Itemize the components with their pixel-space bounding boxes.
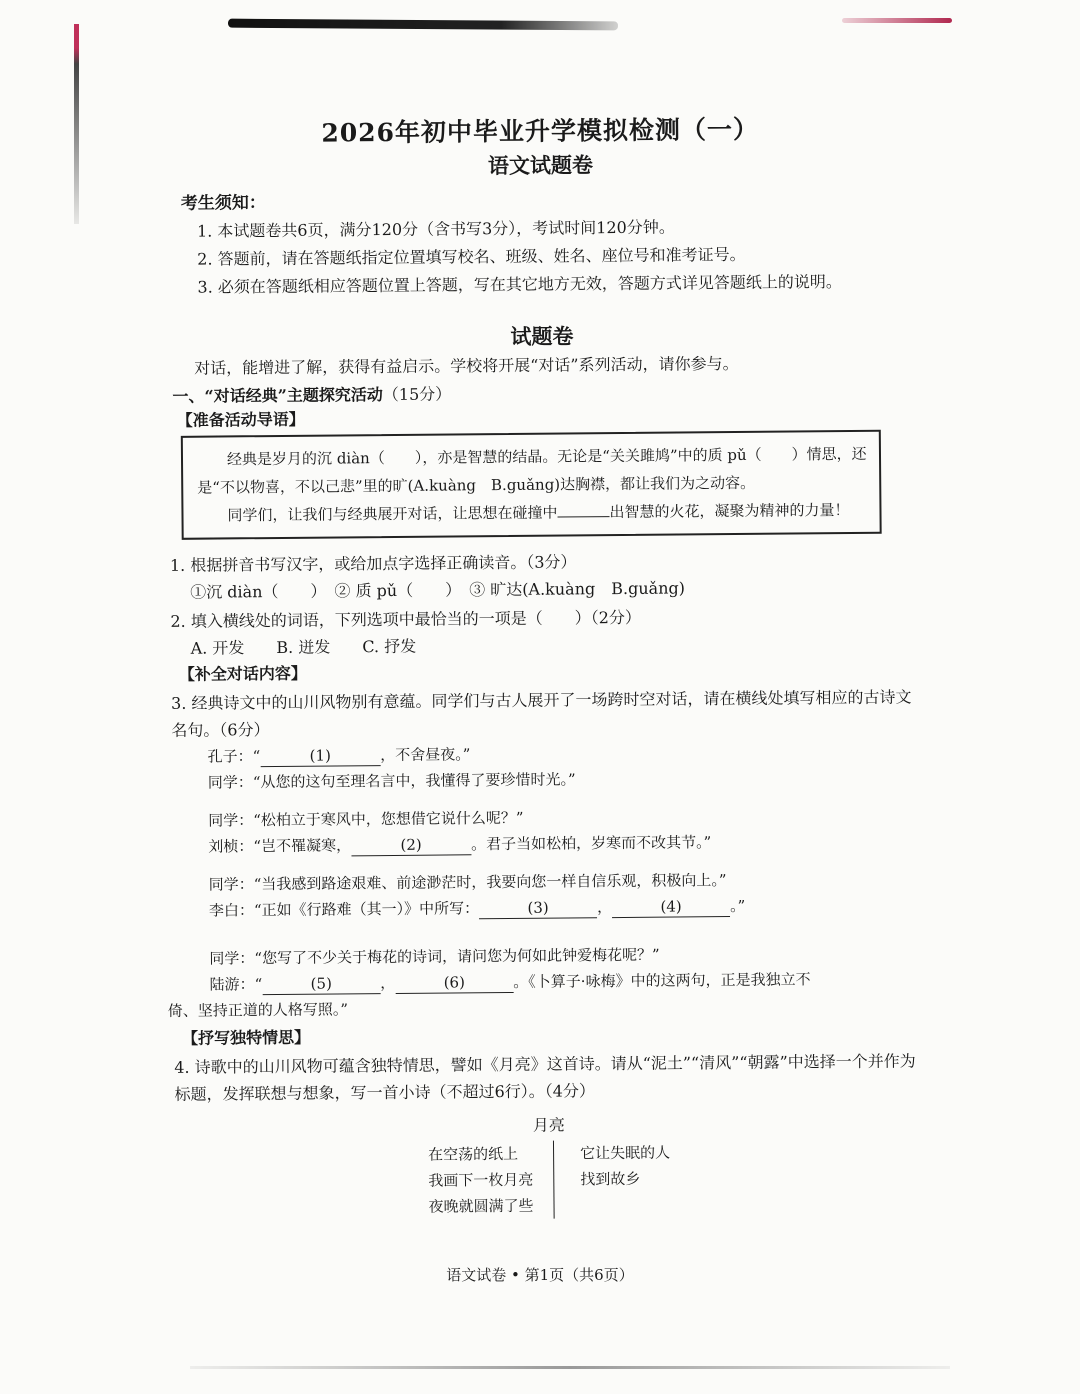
scan-artifact-right bbox=[842, 18, 952, 23]
question-3: 3. 经典诗文中的山川风物别有意蕴。同学们与古人展开了一场跨时空对话，请在横线处填写相应的古诗文名句。（6分） bbox=[171, 687, 912, 740]
section-intro: 对话，能增进了解，获得有益启示。学校将开展“对话”系列活动，请你参与。 bbox=[194, 353, 739, 378]
part1-title: 一、“对话经典”主题探究活动 bbox=[172, 385, 383, 406]
poem-line: 在空荡的纸上 bbox=[427, 1144, 519, 1164]
dialog-text: 孔子：“ bbox=[207, 747, 261, 766]
dialog-text: 。《卜算子·咏梅》中的这两句，正是我独立不 bbox=[513, 970, 811, 991]
fill-blank[interactable] bbox=[557, 498, 609, 517]
answer-blank-5[interactable]: (5) bbox=[262, 973, 380, 995]
question-1-options: ①沉 diàn（ ） ② 质 pǔ（ ） ③ 旷达(A.kuàng B.guǎng) bbox=[190, 578, 686, 602]
dialog-line: 同学：“从您的这句至理名言中，我懂得了要珍惜时光。” bbox=[207, 770, 576, 792]
exam-page bbox=[160, 108, 930, 1222]
dialog-line: 倚、坚持正道的人格写照。” bbox=[167, 1000, 349, 1020]
answer-blank-3[interactable]: (3) bbox=[479, 897, 597, 919]
poem-line: 它让失眠的人 bbox=[579, 1143, 671, 1163]
dialog-line: 同学：“松柏立于寒风中，您想借它说什么呢？” bbox=[208, 808, 524, 830]
poem-column-left bbox=[402, 1141, 555, 1220]
scan-artifact-bottom bbox=[190, 1366, 950, 1369]
notice-item: 3. 必须在答题纸相应答题位置上答题，写在其它地方无效，答题方式详见答题纸上的说明。 bbox=[197, 272, 842, 297]
answer-blank-1[interactable]: (1) bbox=[260, 745, 380, 767]
answer-blank-6[interactable]: (6) bbox=[395, 972, 513, 994]
dialog-text: ，不舍昼夜。” bbox=[380, 745, 471, 765]
dialog-text: 。” bbox=[730, 896, 746, 916]
guide-text: 同学们，让我们与经典展开对话，让思想在碰撞中 bbox=[227, 503, 558, 525]
poem-body bbox=[169, 1137, 930, 1222]
scan-artifact-top bbox=[228, 19, 618, 31]
poem-title: 月亮 bbox=[532, 1115, 565, 1135]
dialog-text: 刘桢：“岂不罹凝寒， bbox=[208, 836, 352, 856]
guide-heading: 【准备活动导语】 bbox=[176, 409, 305, 430]
notice-heading: 考生须知： bbox=[180, 193, 266, 214]
dialog-heading: 【补全对话内容】 bbox=[178, 663, 307, 684]
question-4: 4. 诗歌中的山川风物可蕴含独特情思，譬如《月亮》这首诗。请从“泥土”“清风”“朝露”中选择一个并作为标题，发挥联想与想象，写一首小诗（不超过6行）。（4分） bbox=[174, 1051, 916, 1104]
answer-blank-4[interactable]: (4) bbox=[612, 896, 730, 918]
guide-box bbox=[181, 430, 882, 540]
dialog-text: ， bbox=[380, 973, 396, 993]
question-2-options: A. 开发 B. 迸发 C. 抒发 bbox=[190, 636, 417, 658]
question-1: 1. 根据拼音书写汉字，或给加点字选择正确读音。（3分） bbox=[169, 552, 577, 575]
answer-blank-2[interactable]: (2) bbox=[351, 834, 471, 856]
dialog-line: 同学：“您写了不少关于梅花的诗词，请问您为何如此钟爱梅花呢？” bbox=[209, 945, 660, 968]
section-title: 试题卷 bbox=[510, 323, 574, 349]
exam-title: 2026年初中毕业升学模拟检测（一） bbox=[321, 114, 760, 148]
exam-subtitle: 语文试题卷 bbox=[487, 152, 594, 179]
page-footer: 语文试卷 • 第1页（共6页） bbox=[446, 1266, 634, 1284]
poem-line: 我画下一枚月亮 bbox=[428, 1170, 534, 1190]
dialog-line: 同学：“当我感到路途艰难、前途渺茫时，我要向您一样自信乐观，积极向上。” bbox=[208, 871, 727, 894]
notice-item: 2. 答题前，请在答题纸指定位置填写校名、班级、姓名、座位号和准考证号。 bbox=[197, 244, 746, 269]
notice-list bbox=[197, 211, 922, 301]
guide-text: 出智慧的火花，凝聚为精神的力量！ bbox=[609, 500, 850, 522]
dialog-text: ， bbox=[597, 898, 613, 917]
poem-column-right bbox=[554, 1139, 697, 1218]
dialog-text: 陆游：“ bbox=[209, 975, 263, 994]
guide-paragraph: 经典是岁月的沉 diàn（ ），亦是智慧的结晶。无论是“关关雎鸠”中的质 pǔ（ ）情思，还是“不以物喜，不以己悲”里的旷(A.kuàng B.guǎng)达胸襟，都让我们为之动容。 bbox=[197, 444, 867, 497]
poem-line: 找到故乡 bbox=[580, 1169, 641, 1189]
poem-line: 夜晚就圆满了些 bbox=[428, 1196, 534, 1216]
dialog-line bbox=[209, 891, 927, 923]
guide-paragraph bbox=[197, 496, 867, 530]
dialog-line bbox=[208, 827, 926, 859]
poem-heading: 【抒写独特情思】 bbox=[181, 1027, 311, 1048]
part1-score: （15分） bbox=[382, 384, 452, 405]
dialog-text: 李白：“正如《行路难（其一）》中所写： bbox=[208, 899, 480, 920]
question-2: 2. 填入横线处的词语，下列选项中最恰当的一项是（ ）（2分） bbox=[170, 607, 642, 631]
dialog-text: 。君子当如松柏，岁寒而不改其节。” bbox=[470, 833, 712, 854]
scan-artifact-left bbox=[74, 24, 79, 224]
notice-item: 1. 本试题卷共6页，满分120分（含书写3分），考试时间120分钟。 bbox=[196, 217, 675, 241]
